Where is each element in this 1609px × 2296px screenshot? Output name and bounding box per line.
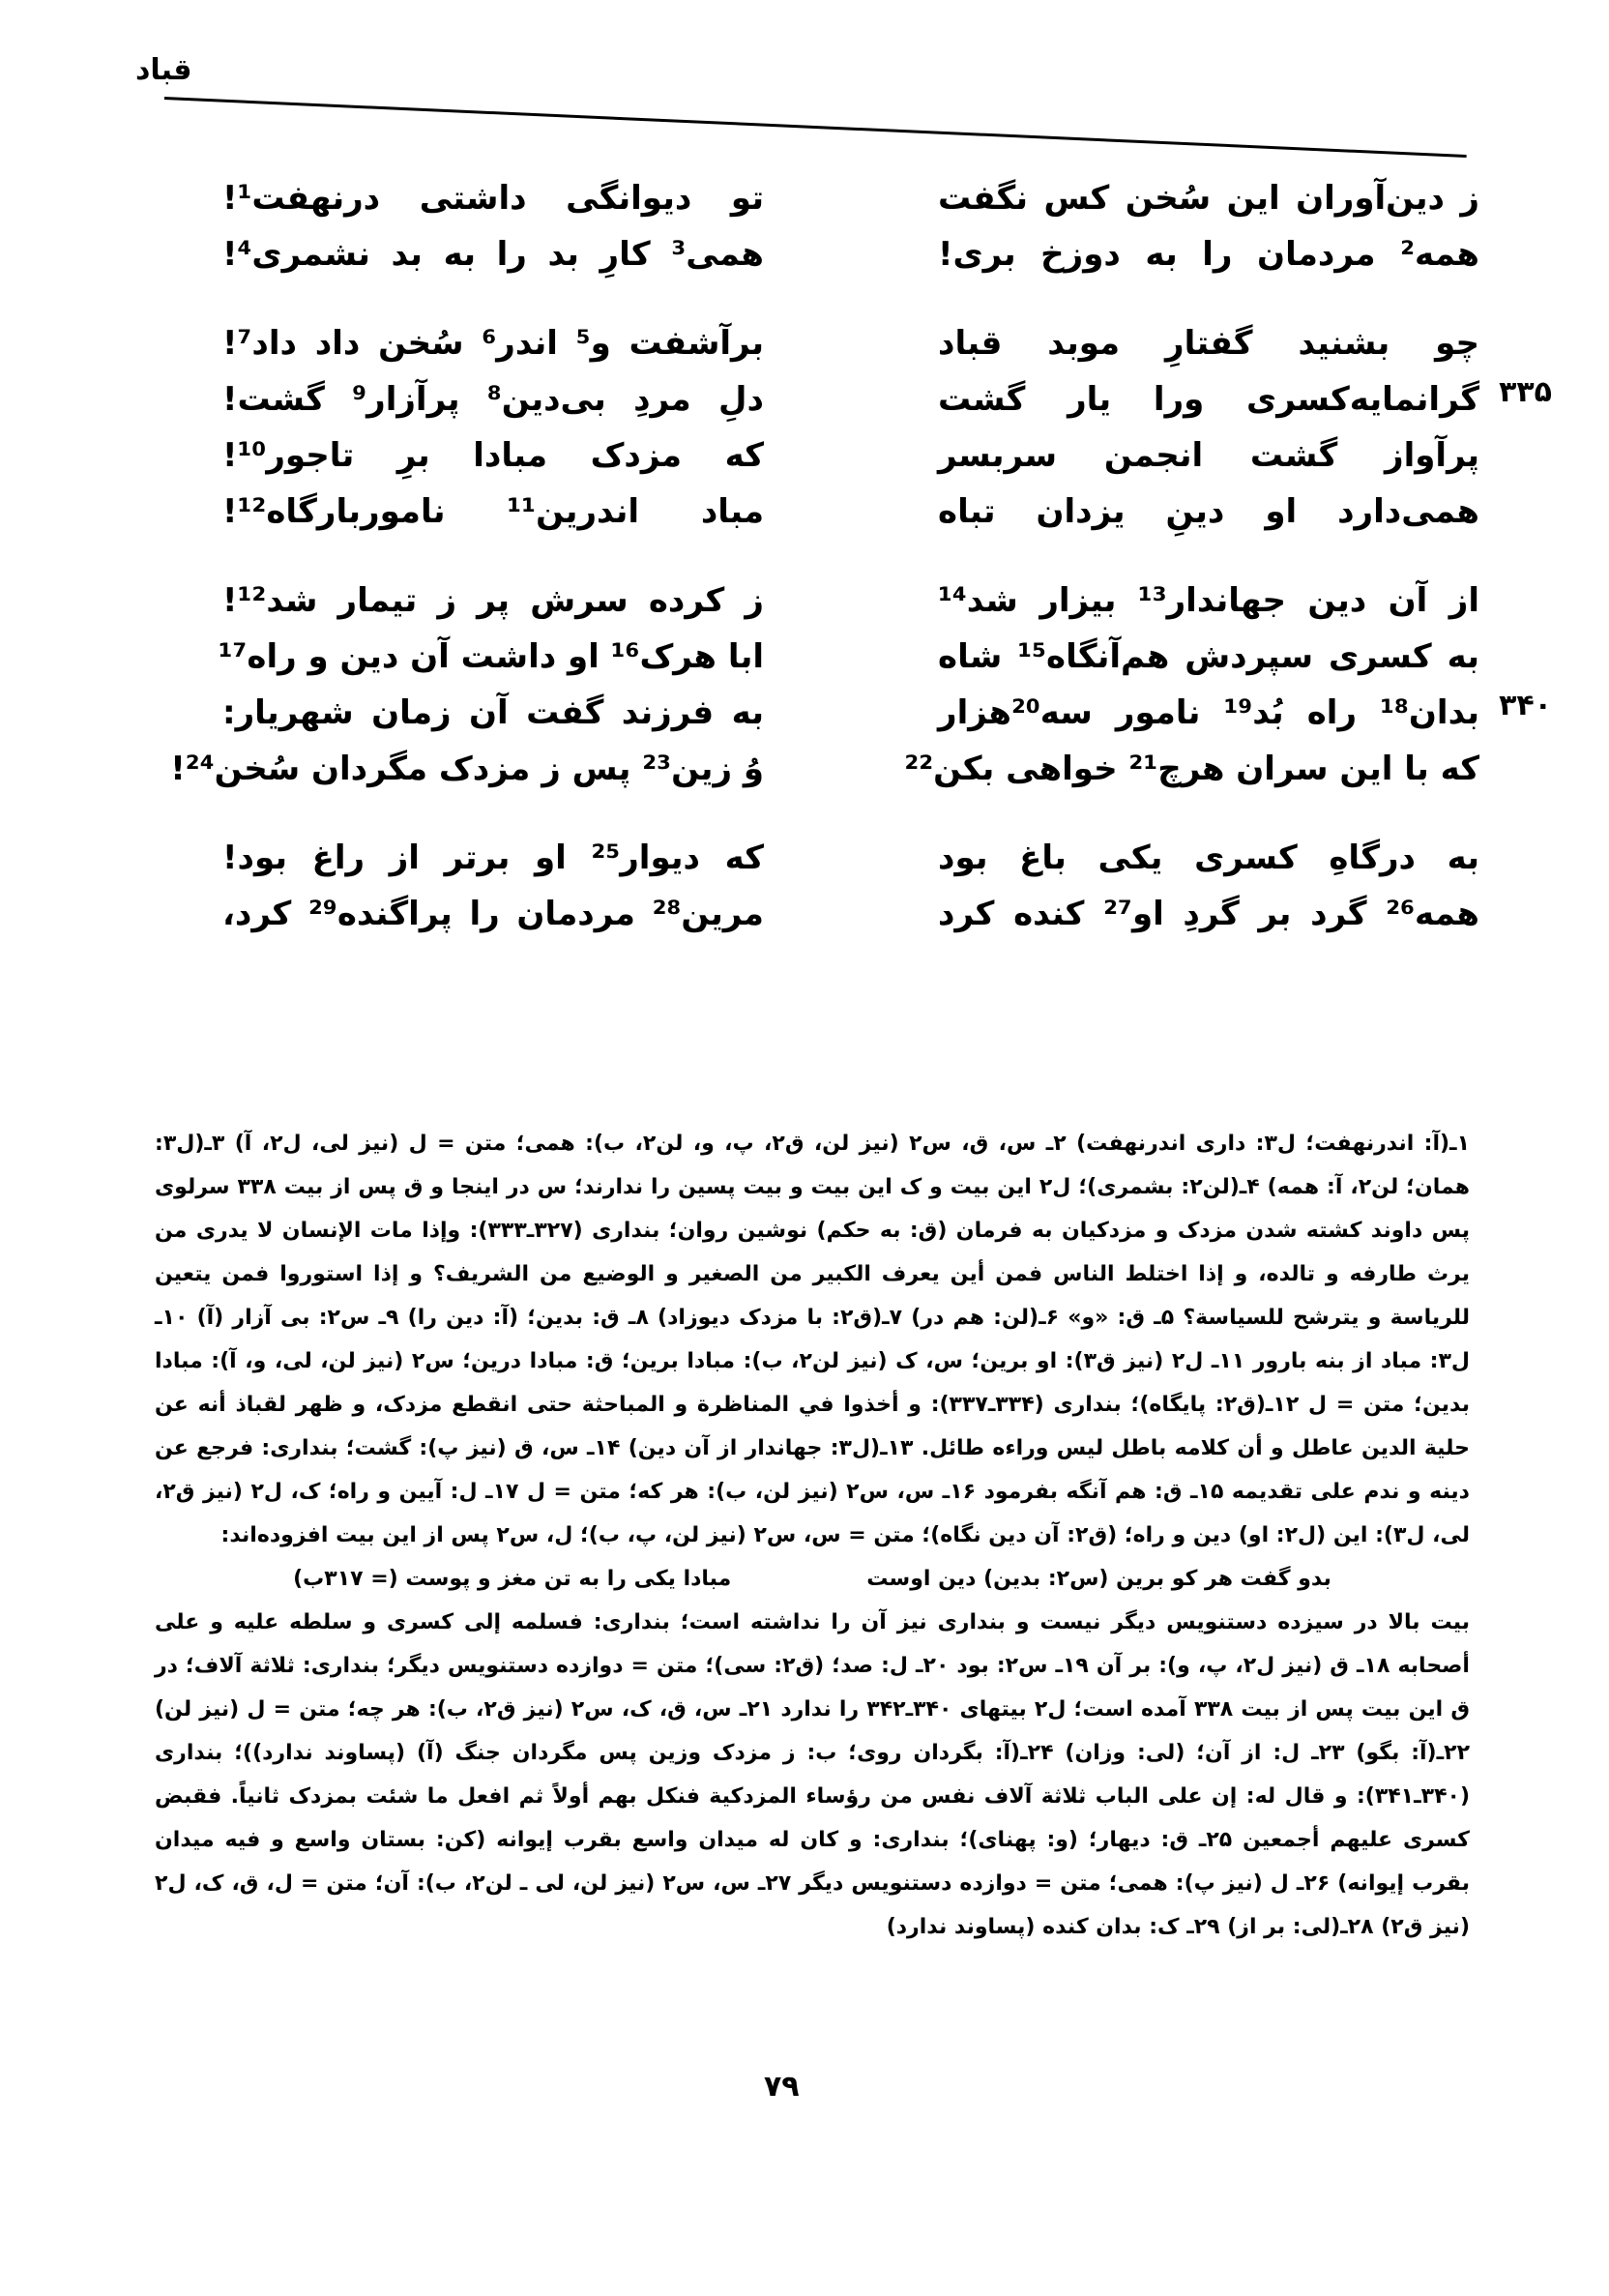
- couplet: [222, 890, 1479, 938]
- couplet: [222, 431, 1479, 480]
- hemistich-right: به کسری سپردش هم‌آنگاه¹⁵ شاه: [938, 637, 1479, 676]
- page-number: ۷۹: [764, 2070, 800, 2104]
- hemistich-right: همی‌دارد او دینِ یزدان تباه: [938, 492, 1479, 531]
- hemistich-right: چو بشنید گفتارِ موبد قباد: [938, 324, 1479, 363]
- couplet: [222, 834, 1479, 882]
- hemistich-right: به درگاهِ کسری یکی باغ بود: [938, 839, 1479, 877]
- couplet: [222, 174, 1479, 222]
- stanza-4: [222, 834, 1479, 938]
- hemistich-left: ز کرده سرش پر ز تیمار شد¹²!: [222, 581, 764, 620]
- hemistich-right: که با این سران هرچ²¹ خواهی بکن²²: [904, 750, 1479, 788]
- stanza-1: [222, 174, 1479, 279]
- footnote-paragraph-2: بیت بالا در سیزده دستنویس دیگر نیست و بنداری نیز آن را نداشته است؛ بنداری: فسلمه إلى كسرى و سلطه عليه و على أصحابه ۱۸ـ ق (نیز ل۲، پ، و): بر آن ۱۹ـ س۲: بود ۲۰ـ ل: صد؛ (ق۲: سی)؛ متن = دوازده دستنویس دیگر؛ بنداری: ثلاثة آلاف؛ در ق این بیت پس از بیت ۳۳۸ آمده است؛ ل۲ بیتهای ۳۴۰ـ۳۴۲ را ندارد ۲۱ـ س، ق، ک، س۲ (نیز ق۲، ب): هر چه؛ متن = ل (نیز لن) ۲۲ـ(آ: بگو) ۲۳ـ ل: از آن؛ (لی: وزان) ۲۴ـ(آ: بگردان روی؛ ب: ز مزدک وزین پس مگردان جنگ (آ) (پساوند ندارد))؛ بنداری (۳۴۰ـ۳۴۱): و قال له: إن على الباب ثلاثة آلاف نفس من رؤساء المزدكية فنكل بهم أولاً ثم افعل ما شئت بمزدک ثانياً. فقبض كسرى عليهم أجمعين ۲۵ـ ق: دیهار؛ (و: پهنای)؛ بنداری: و كان له ميدان واسع بقرب إيوانه (کن: بستان واسع و فيه ميدان بقرب إيوانه) ۲۶ـ ل (نیز پ): همی؛ متن = دوازده دستنویس دیگر ۲۷ـ س، س۲ (نیز لن، لی ـ لن۲، ب): آن؛ متن = ل، ق، ک، ل۲ (نیز ق۲) ۲۸ـ(لی: بر از) ۲۹ـ ک: بدان کنده (پساوند ندارد): [155, 1610, 1471, 1939]
- hemistich-left: برآشفت و⁵ اندر⁶ سُخن داد داد⁷!: [222, 324, 764, 363]
- hemistich-right: پرآواز گشت انجمن سربسر: [938, 436, 1479, 475]
- hemistich-right: گرانمایه‌کسری ورا یار گشت: [938, 380, 1479, 419]
- hemistich-left: مباد اندرین¹¹ ناموربارگاه¹²!: [222, 492, 764, 531]
- couplet: [218, 633, 1479, 681]
- stanza-3: [170, 576, 1552, 793]
- verse-block: [170, 174, 1552, 979]
- hemistich-left: دلِ مردِ بی‌دین⁸ پرآزار⁹ گشت!: [222, 380, 764, 419]
- hemistich-right: همه²⁶ گرد بر گردِ او²⁷ کنده کرد: [938, 895, 1479, 933]
- added-verse-left: مبادا یکی را به تن مغز و پوست (= ۳۱۷ب): [293, 1567, 732, 1591]
- couplet: [222, 487, 1479, 536]
- hemistich-left: ابا هرک¹⁶ او داشت آن دین و راه¹⁷: [218, 637, 764, 676]
- stanza-2: [222, 319, 1552, 536]
- header-rule: [164, 97, 1467, 158]
- verse-number: ۳۴۰: [1499, 689, 1552, 722]
- verse-number: ۳۳۵: [1499, 375, 1552, 409]
- hemistich-right: ز دین‌آوران این سُخن کس نگفت: [938, 179, 1479, 218]
- couplet: [222, 319, 1479, 368]
- hemistich-right: همه² مردمان را به دوزخ بری!: [938, 235, 1479, 274]
- couplet: [170, 745, 1479, 793]
- running-head: قباد: [135, 53, 192, 87]
- hemistich-left: به فرزند گفت آن زمان شهریار:: [222, 693, 764, 732]
- hemistich-left: وُ زین²³ پس ز مزدک مگردان سُخن²⁴!: [170, 750, 764, 788]
- hemistich-right: بدان¹⁸ راه بُد¹⁹ نامور سه²⁰هزار: [938, 693, 1479, 732]
- couplet: [222, 689, 1552, 737]
- hemistich-left: همی³ کارِ بد را به بد نشمری⁴!: [222, 235, 764, 274]
- footnote-added-verse: [155, 1557, 1470, 1601]
- footnote-paragraph-1: ۱ـ(آ: اندرنهفت؛ ل۳: داری اندرنهفت) ۲ـ س، ق، س۲ (نیز لن، ق۲، پ، و، لن۲، ب): همی؛ متن = ل (نیز لی، ل۲، آ) ۳ـ(ل۳: همان؛ لن۲، آ: همه) ۴ـ(لن۲: بشمری)؛ ل۲ این بیت و ک این بیت و بیت پسین را ندارند؛ س در اینجا و ق پس از بیت ۳۳۸ سرلوی پس داوند کشته شدن مزدک و مزدکیان به فرمان (ق: به حکم) نوشین روان؛ بنداری (۳۲۷ـ۳۳۳): وإذا مات الإنسان لا يدرى من يرث طارفه و تالده، و إذا اختلط الناس فمن أين يعرف الكبير من الصغير و الوضيع من الشريف؟ و إذا استوروا فمن يتعين للرياسة و يترشح للسياسة؟ ۵ـ ق: «و» ۶ـ(لن: هم در) ۷ـ(ق۲: با مزدک دیوزاد) ۸ـ ق: بدین؛ (آ: دین را) ۹ـ س۲: بی آزار (آ) ۱۰ـ ل۳: مباد از بنه بارور ۱۱ـ ل۲ (نیز ق۳): او برین؛ س، ک (نیز لن۲، ب): مبادا برین؛ ق: مبادا درین؛ س۲ (نیز لن، لی، و، آ): مبادا بدین؛ متن = ل ۱۲ـ(ق۲: پایگاه)؛ بنداری (۳۳۴ـ۳۳۷): و أخذوا في المناظرة و المباحثة حتى انقطع مزدک، و ظهر لقباذ أنه عن حلية الدين عاطل و أن كلامه باطل ليس وراءه طائل. ۱۳ـ(ل۳: جهاندار از آن دین) ۱۴ـ س، ق (نیز پ): گشت؛ بنداری: فرجع عن دينه و ندم على تقديمه ۱۵ـ ق: هم آنگه بفرمود ۱۶ـ س، س۲ (نیز لن، ب): هر که؛ متن = ل ۱۷ـ ل: آیین و راه؛ ک، ل۲ (نیز ق۲، لی، ل۳): این (ل۲: او) دین و راه؛ (ق۲: آن دین نگاه)؛ متن = س، س۲ (نیز لن، پ، ب)؛ ل، س۲ پس از این بیت افزوده‌اند:: [155, 1132, 1471, 1547]
- hemistich-left: تو دیوانگی داشتی درنهفت¹!: [222, 179, 764, 218]
- footnotes: [155, 1122, 1470, 1949]
- couplet: [222, 375, 1552, 424]
- hemistich-left: که مزدک مبادا برِ تاجور¹⁰!: [222, 436, 764, 475]
- hemistich-right: از آن دین جهاندار¹³ بیزار شد¹⁴: [938, 581, 1479, 620]
- hemistich-left: که دیوار²⁵ او برتر از راغ بود!: [222, 839, 764, 877]
- added-verse-right: بدو گفت هر کو برین (س۲: بدین) دین اوست: [866, 1567, 1331, 1591]
- hemistich-left: مرین²⁸ مردمان را پراگنده²⁹ کرد،: [222, 895, 764, 933]
- couplet: [222, 230, 1479, 279]
- couplet: [222, 576, 1479, 625]
